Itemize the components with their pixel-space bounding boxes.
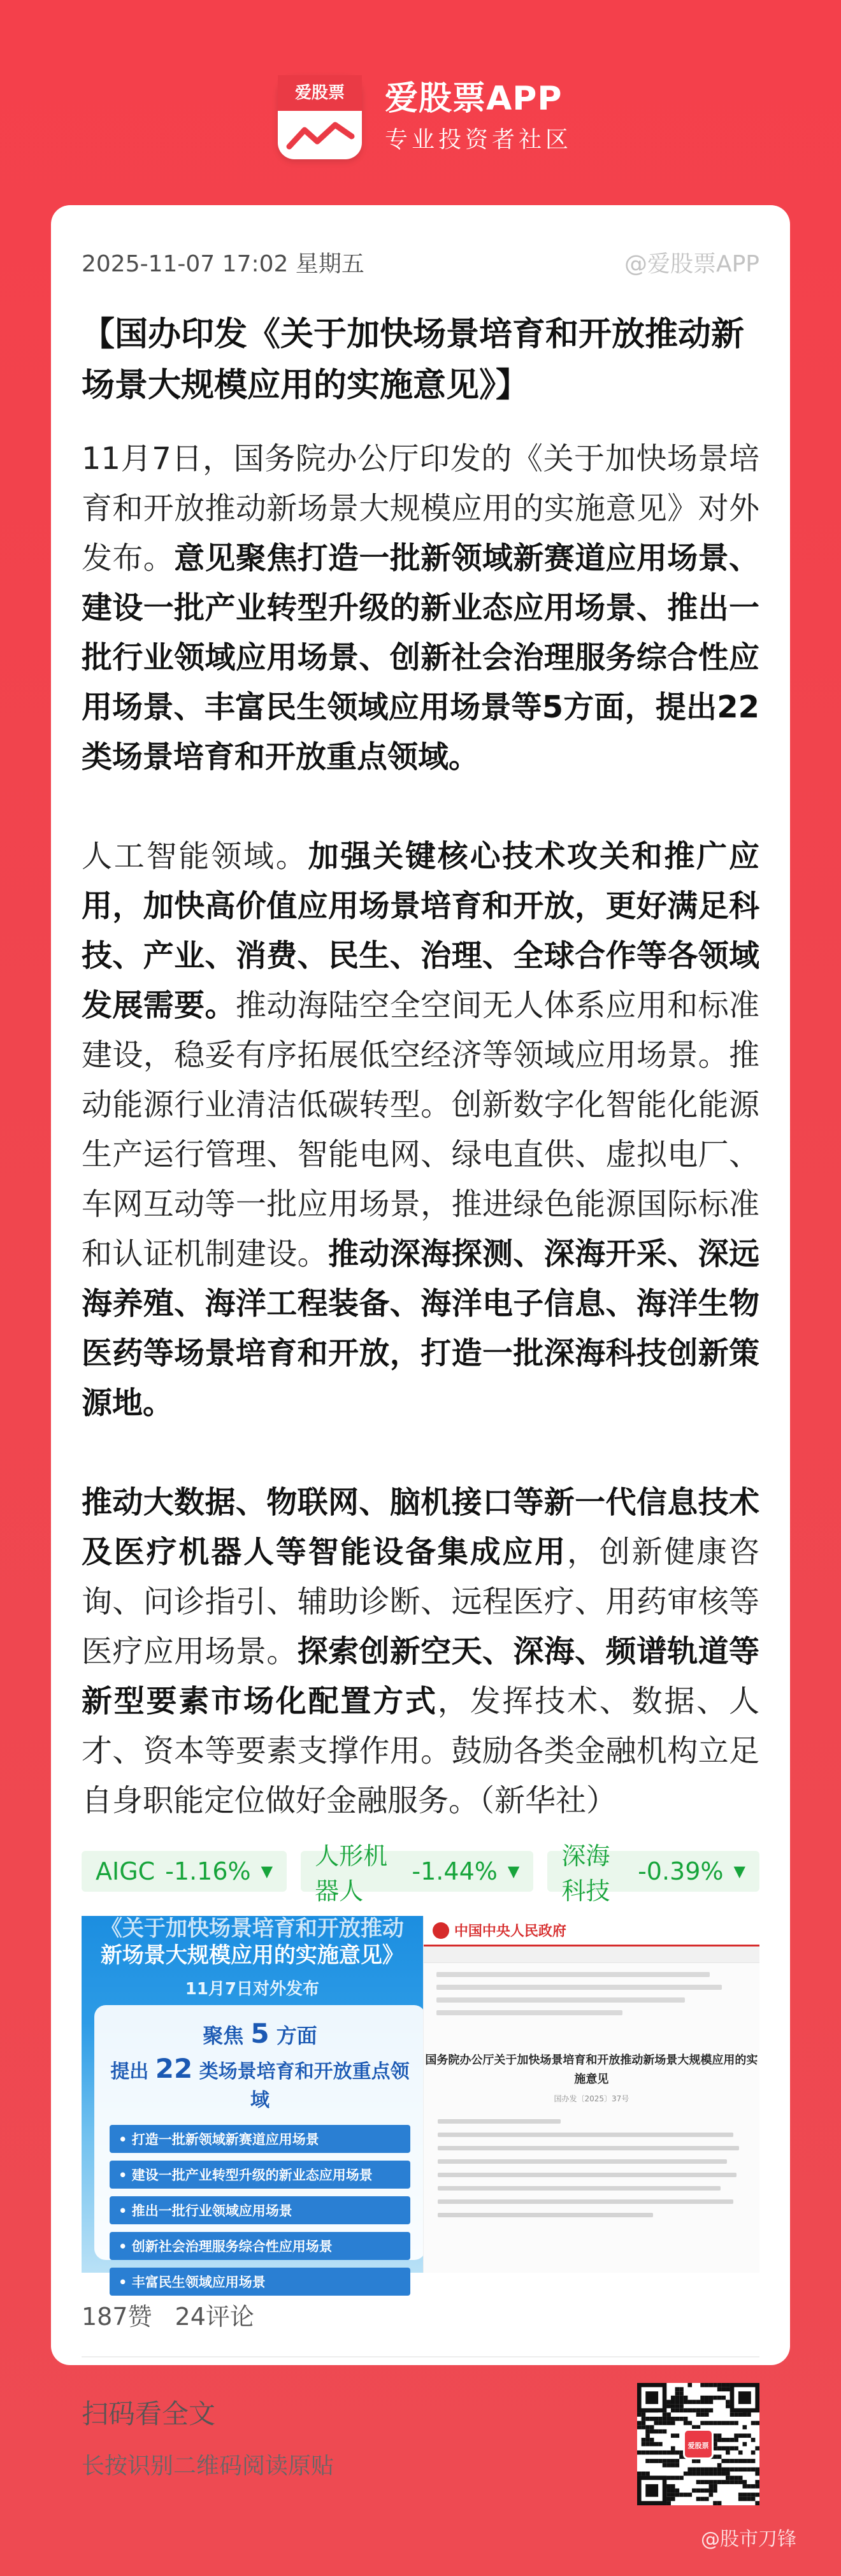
post-card [51, 205, 790, 2479]
like-count[interactable]: 187赞 [82, 2303, 152, 2331]
qr-logo: 爱股票 [683, 2429, 714, 2459]
gov-nav [424, 1946, 759, 1963]
post-paragraph [82, 434, 759, 782]
infographic-list [110, 2125, 410, 2296]
text-run: ，创新健康咨询、问诊指引、辅助诊断、远程医疗、用药审核等医疗应用场景。 [82, 1534, 759, 1669]
app-logo-text: 爱股票 [278, 75, 362, 111]
bold-text: 意见聚焦打造一批新领域新赛道应用场景、建设一批产业转型升级的新业态应用场景、推出一批行业领域应用场景、创新社会治理服务综合性应用场景、丰富民生领域应用场景等5方面，提出22类场景培育和开放重点领域。 [82, 540, 759, 775]
text-run: 11月7日，国务院办公厅印发的《关于加快场景培育和开放推动新场景大规模应用的实施意见》对外发布。 [82, 441, 759, 576]
bold-text: 推动大数据、物联网、脑机接口等新一代信息技术及医疗机器人等智能设备集成应用 [82, 1485, 759, 1570]
post-body [82, 434, 759, 1825]
infographic-item: • 创新社会治理服务综合性应用场景 [110, 2232, 410, 2260]
infographic-item: • 丰富民生领域应用场景 [110, 2268, 410, 2296]
infographic-item: • 推出一批行业领域应用场景 [110, 2196, 410, 2224]
gov-site-name: 中国中央人民政府 [454, 1923, 566, 1939]
doc-meta [424, 1963, 759, 2032]
app-name: 爱股票APP [385, 80, 563, 118]
infographic-panel [94, 2005, 426, 2290]
text-run: 推动海陆空全空间无人体系应用和标准建设，稳妥有序拓展低空经济等领域应用场景。推动能源行业清洁低碳转型。创新数字化智能化能源生产运行管理、智能电网、绿电直供、虚拟电厂、车网互动等一批应用场景，推进绿色能源国际标准和认证机制建设。 [82, 988, 759, 1272]
stock-tag-name: AIGC [96, 1857, 155, 1885]
post-stats [82, 2297, 759, 2332]
app-slogan: 专业投资者社区 [385, 127, 573, 153]
gov-site-bar [424, 1916, 759, 1946]
stock-tag-name: 人形机器人 [315, 1842, 388, 1905]
infographic-header-2: 新场景大规模应用的实施意见》 [100, 1943, 404, 1968]
down-arrow-icon: ▼ [733, 1862, 745, 1880]
post-meta [82, 246, 759, 278]
text-run: ，发挥技术、数据、人才、资本等要素支撑作用。鼓励各类金融机构立足自身职能定位做好金融服务。（新华社） [82, 1683, 759, 1818]
infographic-image[interactable] [82, 1916, 423, 2290]
stock-tag-change: -1.16% [165, 1857, 251, 1885]
post-images [82, 1916, 759, 2290]
post-footer [82, 2357, 759, 2523]
signature-watermark: @股市刀锋 [701, 2528, 796, 2551]
app-brand [278, 75, 572, 159]
doc-body [424, 2104, 759, 2241]
doc-number: 国办发〔2025〕37号 [554, 2094, 629, 2103]
scan-hint: 长按识别二维码阅读原贴 [82, 2453, 334, 2479]
stock-tag[interactable] [301, 1842, 533, 1905]
infographic-raise: 提出 22 类场景培育和开放重点领域 [110, 2053, 410, 2112]
infographic-item: • 打造一批新领域新赛道应用场景 [110, 2125, 410, 2153]
qr-code[interactable] [637, 2383, 759, 2505]
post-datetime: 2025-11-07 17:02 星期五 [82, 251, 364, 277]
bold-text: 推动深海探测、深海开采、深远海养殖、海洋工程装备、海洋电子信息、海洋生物医药等场景培育和开放，打造一批深海科技创新策源地。 [82, 1236, 759, 1421]
app-logo [278, 75, 362, 159]
comment-count[interactable]: 24评论 [175, 2303, 254, 2331]
doc-title: 国务院办公厅关于加快场景培育和开放推动新场景大规模应用的实施意见 [425, 2054, 758, 2086]
chart-line-icon [278, 111, 362, 159]
post-title: 【国办印发《关于加快场景培育和开放推动新场景大规模应用的实施意见》】 [82, 315, 745, 405]
down-arrow-icon: ▼ [507, 1862, 520, 1880]
post-paragraph [82, 1478, 759, 1825]
bold-text: 探索创新空天、深海、频谱轨道等新型要素市场化配置方式 [82, 1634, 759, 1719]
text-run: 人工智能领域。 [82, 838, 308, 874]
scan-title: 扫码看全文 [82, 2398, 216, 2429]
stock-tags [82, 1842, 759, 1905]
bold-text: 加强关键核心技术攻关和推广应用，加快高价值应用场景培育和开放，更好满足科技、产业、消费、民生、治理、全球合作等各领域发展需要。 [82, 838, 759, 1023]
infographic-header-1: 《关于加快场景培育和开放推动 [100, 1916, 404, 1941]
infographic-focus: 聚焦 5 方面 [203, 2018, 317, 2049]
infographic-item: • 建设一批产业转型升级的新业态应用场景 [110, 2161, 410, 2189]
document-image[interactable] [423, 1916, 759, 2273]
stock-tag-change: -1.44% [412, 1857, 498, 1885]
infographic-date: 11月7日对外发布 [185, 1980, 320, 1999]
down-arrow-icon: ▼ [261, 1862, 273, 1880]
stock-tag[interactable] [547, 1842, 759, 1905]
post-paragraph [82, 831, 759, 1428]
post-watermark: @爱股票APP [624, 251, 759, 277]
stock-tag-change: -0.39% [638, 1857, 724, 1885]
stock-tag-name: 深海科技 [561, 1842, 610, 1905]
emblem-icon [433, 1922, 449, 1939]
stock-tag[interactable] [82, 1851, 287, 1892]
